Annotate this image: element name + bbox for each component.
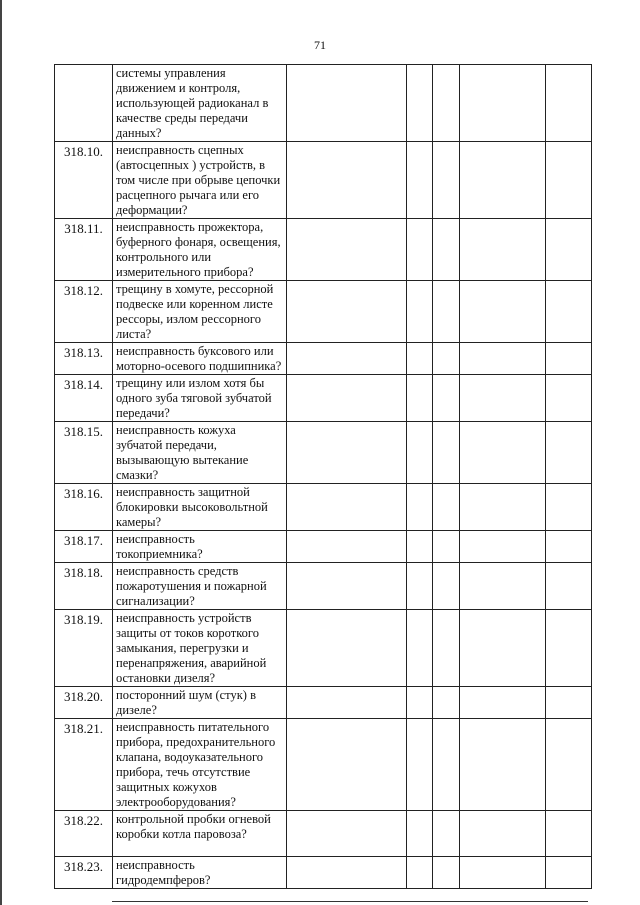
- item-text: посторонний шум (стук) в дизеле?: [113, 687, 287, 719]
- item-number: 318.15.: [55, 422, 113, 484]
- notes-cell: [460, 375, 546, 422]
- item-text: системы управления движением и контроля, использующей радиоканал в качестве среды передачи данных?: [113, 65, 287, 142]
- check-cell: [407, 719, 433, 811]
- answer-cell: [287, 219, 407, 281]
- notes-cell: [546, 219, 592, 281]
- check-cell: [407, 375, 433, 422]
- check-cell: [433, 857, 460, 889]
- check-cell: [433, 281, 460, 343]
- check-cell: [407, 422, 433, 484]
- notes-cell: [546, 65, 592, 142]
- check-cell: [407, 142, 433, 219]
- answer-cell: [287, 610, 407, 687]
- table-row: [55, 563, 592, 610]
- check-cell: [433, 422, 460, 484]
- answer-cell: [287, 484, 407, 531]
- check-cell: [407, 610, 433, 687]
- requirements-table: [54, 64, 592, 889]
- check-cell: [407, 687, 433, 719]
- check-cell: [407, 563, 433, 610]
- table-row: [55, 422, 592, 484]
- check-cell: [433, 484, 460, 531]
- item-number: 318.20.: [55, 687, 113, 719]
- check-cell: [407, 857, 433, 889]
- notes-cell: [546, 343, 592, 375]
- answer-cell: [287, 65, 407, 142]
- notes-cell: [546, 610, 592, 687]
- check-cell: [407, 811, 433, 857]
- item-number: 318.13.: [55, 343, 113, 375]
- notes-cell: [460, 811, 546, 857]
- notes-cell: [546, 687, 592, 719]
- notes-cell: [460, 719, 546, 811]
- page-number: 71: [314, 38, 326, 52]
- answer-cell: [287, 857, 407, 889]
- check-cell: [407, 484, 433, 531]
- answer-cell: [287, 531, 407, 563]
- bottom-rule: [112, 901, 588, 902]
- item-text: неисправность устройств защиты от токов короткого замыкания, перегрузки и перенапряжения, аварийной остановки дизеля?: [113, 610, 287, 687]
- check-cell: [433, 142, 460, 219]
- check-cell: [433, 531, 460, 563]
- scan-edge: [0, 0, 2, 905]
- table-row: [55, 65, 592, 142]
- answer-cell: [287, 343, 407, 375]
- notes-cell: [460, 219, 546, 281]
- notes-cell: [460, 484, 546, 531]
- notes-cell: [546, 811, 592, 857]
- notes-cell: [460, 65, 546, 142]
- answer-cell: [287, 281, 407, 343]
- item-number: 318.10.: [55, 142, 113, 219]
- notes-cell: [460, 610, 546, 687]
- table-row: [55, 811, 592, 857]
- item-number: 318.22.: [55, 811, 113, 857]
- item-text: неисправность средств пожаротушения и пожарной сигнализации?: [113, 563, 287, 610]
- item-number: 318.16.: [55, 484, 113, 531]
- item-number: 318.12.: [55, 281, 113, 343]
- item-number: 318.21.: [55, 719, 113, 811]
- item-text: неисправность прожектора, буферного фонаря, освещения, контрольного или измерительного прибора?: [113, 219, 287, 281]
- check-cell: [407, 65, 433, 142]
- check-cell: [433, 563, 460, 610]
- notes-cell: [460, 857, 546, 889]
- item-text: неисправность буксового или моторно-осевого подшипника?: [113, 343, 287, 375]
- table-row: [55, 687, 592, 719]
- notes-cell: [546, 422, 592, 484]
- check-cell: [407, 343, 433, 375]
- answer-cell: [287, 719, 407, 811]
- notes-cell: [546, 281, 592, 343]
- item-number: [55, 65, 113, 142]
- table-row: [55, 375, 592, 422]
- item-text: трещину или излом хотя бы одного зуба тяговой зубчатой передачи?: [113, 375, 287, 422]
- item-text: неисправность защитной блокировки высоковольтной камеры?: [113, 484, 287, 531]
- check-cell: [433, 719, 460, 811]
- notes-cell: [460, 142, 546, 219]
- item-number: 318.18.: [55, 563, 113, 610]
- notes-cell: [460, 281, 546, 343]
- check-cell: [433, 375, 460, 422]
- item-number: 318.17.: [55, 531, 113, 563]
- table-row: [55, 219, 592, 281]
- table-row: [55, 343, 592, 375]
- notes-cell: [460, 563, 546, 610]
- notes-cell: [460, 531, 546, 563]
- check-cell: [433, 343, 460, 375]
- notes-cell: [546, 563, 592, 610]
- answer-cell: [287, 811, 407, 857]
- answer-cell: [287, 563, 407, 610]
- notes-cell: [546, 375, 592, 422]
- notes-cell: [460, 687, 546, 719]
- item-text: трещину в хомуте, рессорной подвеске или коренном листе рессоры, излом рессорного листа?: [113, 281, 287, 343]
- item-number: 318.19.: [55, 610, 113, 687]
- table-row: [55, 531, 592, 563]
- item-number: 318.23.: [55, 857, 113, 889]
- item-text: неисправность питательного прибора, предохранительного клапана, водоуказательного прибора, течь отсутствие защитных кожухов электрооборудования?: [113, 719, 287, 811]
- answer-cell: [287, 142, 407, 219]
- item-number: 318.11.: [55, 219, 113, 281]
- notes-cell: [546, 142, 592, 219]
- check-cell: [433, 65, 460, 142]
- table-row: [55, 142, 592, 219]
- check-cell: [433, 610, 460, 687]
- item-text: неисправность сцепных (автосцепных ) устройств, в том числе при обрыве цепочки расцепного рычага или его деформации?: [113, 142, 287, 219]
- notes-cell: [460, 422, 546, 484]
- check-cell: [433, 687, 460, 719]
- table-row: [55, 719, 592, 811]
- notes-cell: [546, 531, 592, 563]
- check-cell: [433, 219, 460, 281]
- table-row: [55, 610, 592, 687]
- item-text: неисправность кожуха зубчатой передачи, вызывающую вытекание смазки?: [113, 422, 287, 484]
- answer-cell: [287, 422, 407, 484]
- check-cell: [407, 531, 433, 563]
- notes-cell: [546, 719, 592, 811]
- check-cell: [407, 219, 433, 281]
- check-cell: [433, 811, 460, 857]
- table-row: [55, 281, 592, 343]
- item-text: контрольной пробки огневой коробки котла паровоза?: [113, 811, 287, 857]
- table-row: [55, 857, 592, 889]
- item-text: неисправность гидродемпферов?: [113, 857, 287, 889]
- table-row: [55, 484, 592, 531]
- answer-cell: [287, 375, 407, 422]
- notes-cell: [546, 857, 592, 889]
- check-cell: [407, 281, 433, 343]
- item-number: 318.14.: [55, 375, 113, 422]
- notes-cell: [460, 343, 546, 375]
- item-text: неисправность токоприемника?: [113, 531, 287, 563]
- notes-cell: [546, 484, 592, 531]
- answer-cell: [287, 687, 407, 719]
